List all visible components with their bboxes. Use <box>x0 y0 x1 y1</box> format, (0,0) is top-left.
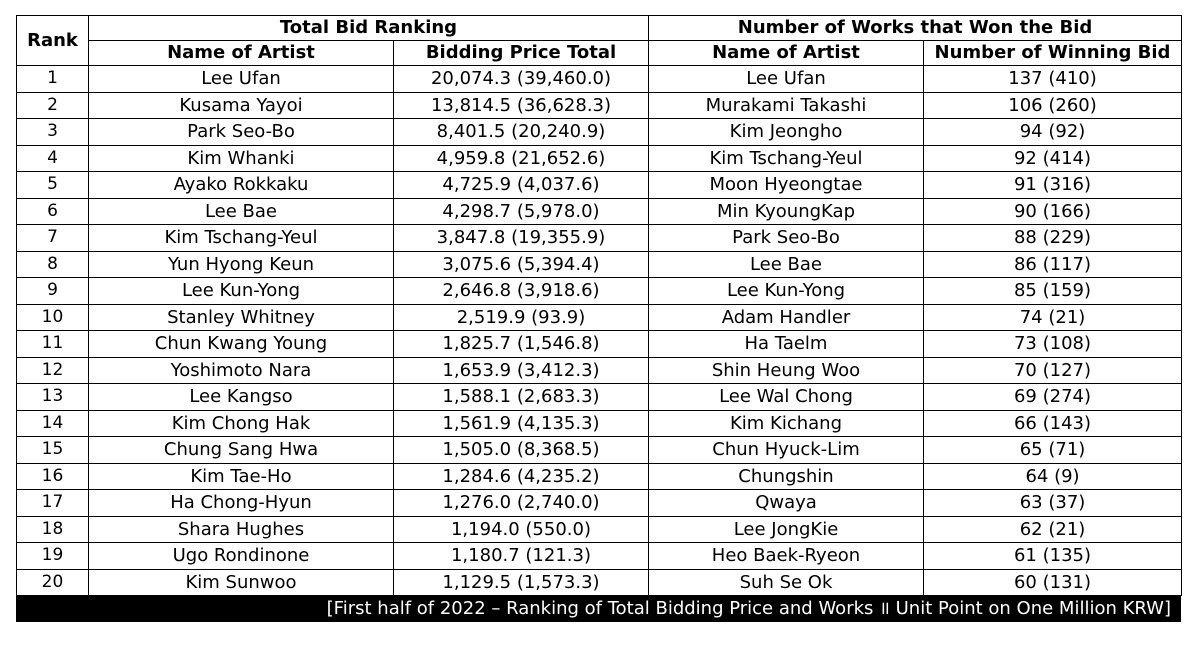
bidding-price-cell: 3,847.8 (19,355.9) <box>394 225 649 252</box>
bidding-price-cell: 1,825.7 (1,546.8) <box>394 331 649 358</box>
bidding-price-cell: 13,814.5 (36,628.3) <box>394 92 649 119</box>
works-artist-name-cell: Moon Hyeongtae <box>649 172 924 199</box>
winning-bid-count-cell: 64 (9) <box>924 463 1182 490</box>
table-footer-caption: [First half of 2022 – Ranking of Total Bidding Price and Works ॥ Unit Point on One Million KRW] <box>16 596 1181 622</box>
bidding-price-cell: 4,725.9 (4,037.6) <box>394 172 649 199</box>
bid-artist-name-cell: Chun Kwang Young <box>89 331 394 358</box>
bid-artist-name-cell: Kim Sunwoo <box>89 569 394 596</box>
works-artist-name-cell: Lee Ufan <box>649 66 924 93</box>
works-artist-name-cell: Ha Taelm <box>649 331 924 358</box>
winning-bid-count-cell: 88 (229) <box>924 225 1182 252</box>
bidding-price-cell: 4,959.8 (21,652.6) <box>394 145 649 172</box>
rank-cell: 2 <box>17 92 89 119</box>
table-body <box>17 66 1182 596</box>
bidding-price-cell: 8,401.5 (20,240.9) <box>394 119 649 146</box>
bidding-price-cell: 1,276.0 (2,740.0) <box>394 490 649 517</box>
table-row <box>17 490 1182 517</box>
winning-bid-count-cell: 65 (71) <box>924 437 1182 464</box>
table-row <box>17 569 1182 596</box>
table-row <box>17 92 1182 119</box>
bidding-price-cell: 1,180.7 (121.3) <box>394 543 649 570</box>
header-row-groups <box>17 16 1182 41</box>
winning-bid-count-cell: 137 (410) <box>924 66 1182 93</box>
artist-name-header-1: Name of Artist <box>89 41 394 66</box>
winning-bid-count-cell: 106 (260) <box>924 92 1182 119</box>
rank-cell: 12 <box>17 357 89 384</box>
bid-artist-name-cell: Lee Ufan <box>89 66 394 93</box>
rank-cell: 17 <box>17 490 89 517</box>
table-row <box>17 357 1182 384</box>
bidding-price-cell: 1,561.9 (4,135.3) <box>394 410 649 437</box>
winning-bid-count-cell: 70 (127) <box>924 357 1182 384</box>
bid-artist-name-cell: Kusama Yayoi <box>89 92 394 119</box>
bidding-price-cell: 20,074.3 (39,460.0) <box>394 66 649 93</box>
bid-artist-name-cell: Park Seo-Bo <box>89 119 394 146</box>
table-row <box>17 516 1182 543</box>
bidding-price-cell: 1,194.0 (550.0) <box>394 516 649 543</box>
table-row <box>17 463 1182 490</box>
header-row-columns <box>17 41 1182 66</box>
rank-cell: 20 <box>17 569 89 596</box>
works-artist-name-cell: Qwaya <box>649 490 924 517</box>
table-row <box>17 543 1182 570</box>
bid-artist-name-cell: Yoshimoto Nara <box>89 357 394 384</box>
rank-cell: 18 <box>17 516 89 543</box>
rank-cell: 10 <box>17 304 89 331</box>
rank-cell: 6 <box>17 198 89 225</box>
rank-cell: 1 <box>17 66 89 93</box>
ranking-table <box>16 15 1182 596</box>
bidding-price-cell: 1,129.5 (1,573.3) <box>394 569 649 596</box>
rank-cell: 3 <box>17 119 89 146</box>
bidding-price-cell: 2,519.9 (93.9) <box>394 304 649 331</box>
artist-name-header-2: Name of Artist <box>649 41 924 66</box>
table-row <box>17 331 1182 358</box>
works-artist-name-cell: Shin Heung Woo <box>649 357 924 384</box>
winning-bid-count-cell: 74 (21) <box>924 304 1182 331</box>
bidding-price-cell: 1,505.0 (8,368.5) <box>394 437 649 464</box>
rank-cell: 9 <box>17 278 89 305</box>
bid-artist-name-cell: Kim Chong Hak <box>89 410 394 437</box>
works-artist-name-cell: Lee Wal Chong <box>649 384 924 411</box>
bid-artist-name-cell: Ugo Rondinone <box>89 543 394 570</box>
works-artist-name-cell: Kim Tschang-Yeul <box>649 145 924 172</box>
bid-artist-name-cell: Kim Tae-Ho <box>89 463 394 490</box>
winning-bid-count-cell: 66 (143) <box>924 410 1182 437</box>
bid-artist-name-cell: Lee Kangso <box>89 384 394 411</box>
bidding-price-cell: 4,298.7 (5,978.0) <box>394 198 649 225</box>
bidding-price-cell: 2,646.8 (3,918.6) <box>394 278 649 305</box>
winning-bid-count-cell: 90 (166) <box>924 198 1182 225</box>
rank-cell: 5 <box>17 172 89 199</box>
bid-artist-name-cell: Chung Sang Hwa <box>89 437 394 464</box>
bid-artist-name-cell: Kim Whanki <box>89 145 394 172</box>
works-artist-name-cell: Heo Baek-Ryeon <box>649 543 924 570</box>
works-artist-name-cell: Chungshin <box>649 463 924 490</box>
winning-bid-count-cell: 63 (37) <box>924 490 1182 517</box>
bid-artist-name-cell: Kim Tschang-Yeul <box>89 225 394 252</box>
works-artist-name-cell: Kim Jeongho <box>649 119 924 146</box>
table-row <box>17 410 1182 437</box>
table-row <box>17 251 1182 278</box>
table-row <box>17 198 1182 225</box>
rank-cell: 15 <box>17 437 89 464</box>
bidding-price-total-header: Bidding Price Total <box>394 41 649 66</box>
winning-bid-count-cell: 94 (92) <box>924 119 1182 146</box>
winning-bid-count-cell: 60 (131) <box>924 569 1182 596</box>
works-artist-name-cell: Chun Hyuck-Lim <box>649 437 924 464</box>
rank-cell: 19 <box>17 543 89 570</box>
works-artist-name-cell: Lee JongKie <box>649 516 924 543</box>
winning-bid-count-header: Number of Winning Bid <box>924 41 1182 66</box>
winning-bid-count-cell: 62 (21) <box>924 516 1182 543</box>
works-artist-name-cell: Park Seo-Bo <box>649 225 924 252</box>
winning-bid-count-cell: 69 (274) <box>924 384 1182 411</box>
bid-artist-name-cell: Lee Bae <box>89 198 394 225</box>
bidding-price-cell: 1,284.6 (4,235.2) <box>394 463 649 490</box>
rank-cell: 11 <box>17 331 89 358</box>
bidding-price-cell: 1,653.9 (3,412.3) <box>394 357 649 384</box>
bid-artist-name-cell: Stanley Whitney <box>89 304 394 331</box>
bidding-price-cell: 1,588.1 (2,683.3) <box>394 384 649 411</box>
bid-artist-name-cell: Ayako Rokkaku <box>89 172 394 199</box>
table-row <box>17 145 1182 172</box>
table-row <box>17 278 1182 305</box>
works-artist-name-cell: Adam Handler <box>649 304 924 331</box>
rank-cell: 13 <box>17 384 89 411</box>
total-bid-ranking-header: Total Bid Ranking <box>89 16 649 41</box>
works-artist-name-cell: Lee Kun-Yong <box>649 278 924 305</box>
table-row <box>17 172 1182 199</box>
table-row <box>17 304 1182 331</box>
table-row <box>17 384 1182 411</box>
winning-bid-count-cell: 85 (159) <box>924 278 1182 305</box>
rank-cell: 14 <box>17 410 89 437</box>
winning-bid-count-cell: 61 (135) <box>924 543 1182 570</box>
rank-cell: 16 <box>17 463 89 490</box>
table-row <box>17 66 1182 93</box>
rank-cell: 4 <box>17 145 89 172</box>
rank-cell: 7 <box>17 225 89 252</box>
table-row <box>17 225 1182 252</box>
works-artist-name-cell: Suh Se Ok <box>649 569 924 596</box>
works-artist-name-cell: Kim Kichang <box>649 410 924 437</box>
winning-bid-count-cell: 73 (108) <box>924 331 1182 358</box>
works-won-bid-header: Number of Works that Won the Bid <box>649 16 1182 41</box>
rank-cell: 8 <box>17 251 89 278</box>
rank-header: Rank <box>17 16 89 66</box>
bid-artist-name-cell: Ha Chong-Hyun <box>89 490 394 517</box>
winning-bid-count-cell: 92 (414) <box>924 145 1182 172</box>
bidding-price-cell: 3,075.6 (5,394.4) <box>394 251 649 278</box>
bid-artist-name-cell: Shara Hughes <box>89 516 394 543</box>
works-artist-name-cell: Murakami Takashi <box>649 92 924 119</box>
bid-artist-name-cell: Yun Hyong Keun <box>89 251 394 278</box>
winning-bid-count-cell: 86 (117) <box>924 251 1182 278</box>
winning-bid-count-cell: 91 (316) <box>924 172 1182 199</box>
ranking-table-container <box>16 15 1181 622</box>
table-row <box>17 119 1182 146</box>
works-artist-name-cell: Min KyoungKap <box>649 198 924 225</box>
bid-artist-name-cell: Lee Kun-Yong <box>89 278 394 305</box>
table-row <box>17 437 1182 464</box>
works-artist-name-cell: Lee Bae <box>649 251 924 278</box>
